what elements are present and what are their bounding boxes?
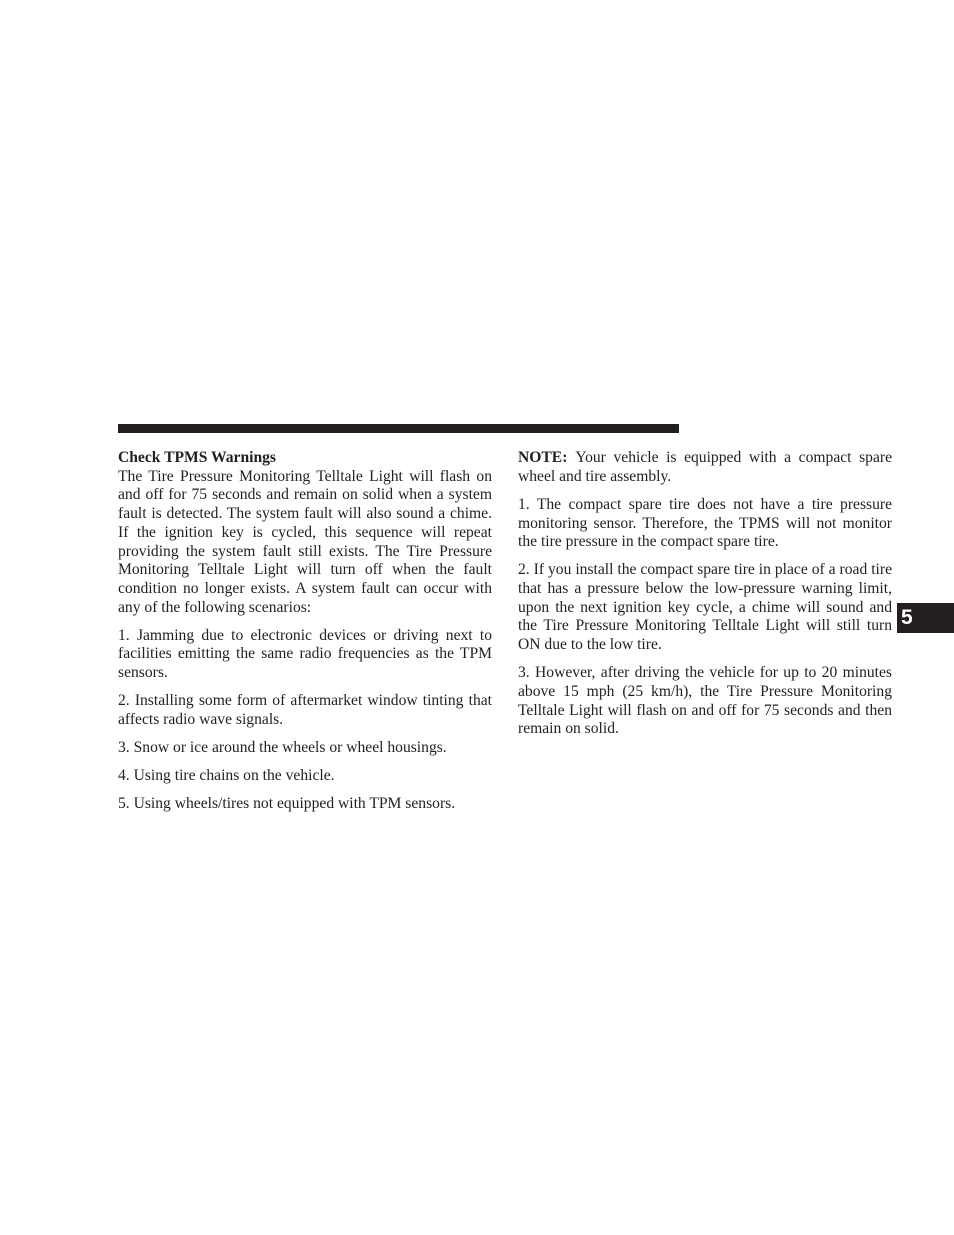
note-paragraph xyxy=(518,449,892,486)
note-item: 1. The compact spare tire does not have a tire pressure monitoring sensor. Therefore, the TPMS will not monitor the tire pressure in the compact spare tire. xyxy=(518,495,892,551)
note-item: 2. If you install the compact spare tire in place of a road tire that has a pressure below the low-pressure warning limit, upon the next ignition key cycle, a chime will sound and the Tire Pressure Monitoring Telltale Light will still turn ON due to the low tire. xyxy=(518,561,892,654)
right-column xyxy=(518,449,892,748)
scenario-item: 2. Installing some form of aftermarket window tinting that affects radio wave signals. xyxy=(118,692,492,728)
scenario-item: 4. Using tire chains on the vehicle. xyxy=(118,767,335,785)
note-text: Your vehicle is equipped with a compact spare wheel and tire assembly. xyxy=(518,449,892,485)
section-divider-rule xyxy=(118,424,679,433)
scenario-item: 1. Jamming due to electronic devices or driving next to facilities emitting the same radio frequencies as the TPM sensors. xyxy=(118,626,492,682)
note-label: NOTE: xyxy=(518,449,568,466)
note-item: 3. However, after driving the vehicle for up to 20 minutes above 15 mph (25 km/h), the Tire Pressure Monitoring Telltale Light will flash on and off for 75 seconds and then remain on solid. xyxy=(518,664,892,738)
chapter-tab xyxy=(897,603,954,633)
chapter-number: 5 xyxy=(901,606,913,629)
scenario-item: 3. Snow or ice around the wheels or wheel housings. xyxy=(118,739,447,757)
section-heading: Check TPMS Warnings xyxy=(118,449,276,466)
scenario-item: 5. Using wheels/tires not equipped with TPM sensors. xyxy=(118,795,456,813)
left-column xyxy=(118,449,492,823)
intro-paragraph xyxy=(118,449,492,617)
intro-text: The Tire Pressure Monitoring Telltale Light will flash on and off for 75 seconds and remain on solid when a system fault is detected. The system fault will also sound a chime. If the ignition key is cycled, this sequence will repeat providing the system fault still exists. The Tire Pressure Monitoring Telltale Light will turn off when the fault condition no longer exists. A system fault can occur with any of the following scenarios: xyxy=(118,467,492,616)
